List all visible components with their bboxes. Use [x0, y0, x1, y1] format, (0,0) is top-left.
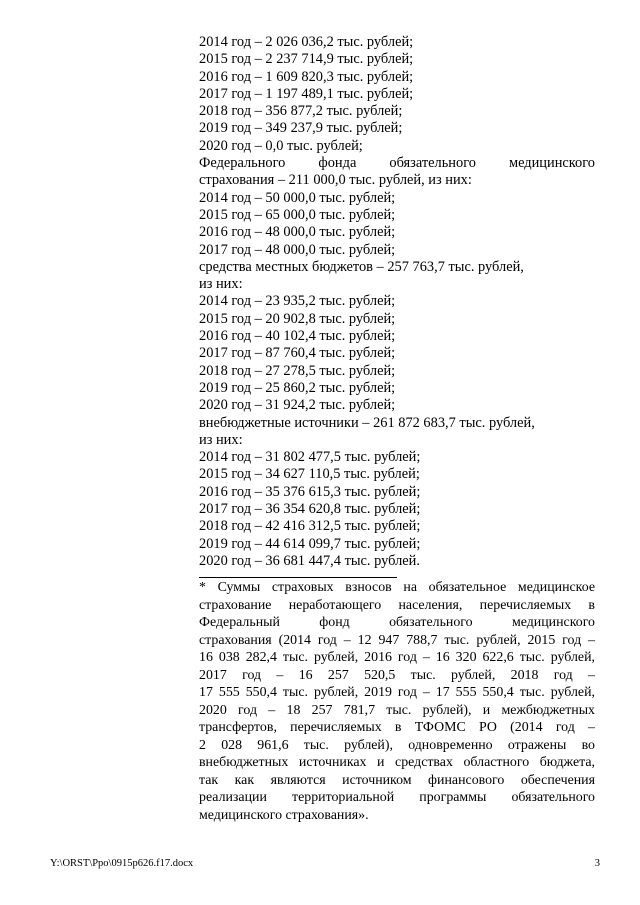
body-line: 2016 год – 1 609 820,3 тыс. рублей;: [199, 68, 414, 85]
body-line: 2015 год – 20 902,8 тыс. рублей;: [199, 310, 396, 327]
footnote-line: Федеральный фонд обязательного медицинского: [199, 615, 595, 630]
footnote-line: 2017 год – 16 257 520,5 тыс. рублей, 2018 год –: [199, 667, 595, 683]
footnote-line: 16 038 282,4 тыс. рублей, 2016 год – 16 320 622,6 тыс. рублей,: [199, 650, 595, 665]
body-line: 2016 год – 40 102,4 тыс. рублей;: [199, 328, 396, 345]
body-line: 2014 год – 50 000,0 тыс. рублей;: [199, 189, 396, 206]
body-line: 2016 год – 48 000,0 тыс. рублей;: [199, 224, 396, 241]
body-line: внебюджетные источники – 261 872 683,7 тыс. рублей,: [199, 414, 535, 431]
footnote-line: реализации территориальной программы обязательного: [199, 790, 595, 805]
body-line: 2020 год – 36 681 447,4 тыс. рублей.: [199, 552, 420, 569]
body-line: 2019 год – 349 237,9 тыс. рублей;: [199, 120, 403, 137]
body-line: 2020 год – 0,0 тыс. рублей;: [199, 137, 363, 154]
footnote-line: трансфертов, перечисляемых в ТФОМС РО (2014 год –: [199, 720, 595, 735]
body-line: 2018 год – 27 278,5 тыс. рублей;: [199, 362, 396, 379]
footnote-line: 2 028 961,6 тыс. рублей), одновременно отражены во: [199, 737, 595, 753]
footnote: [199, 579, 595, 824]
body-line: 2018 год – 42 416 312,5 тыс. рублей;: [199, 518, 421, 535]
body-line: 2015 год – 65 000,0 тыс. рублей;: [199, 206, 396, 223]
body-line: 2015 год – 2 237 714,9 тыс. рублей;: [199, 51, 414, 68]
body-line: 2019 год – 25 860,2 тыс. рублей;: [199, 379, 396, 396]
footnote-line: страхование неработающего населения, перечисляемых в: [199, 597, 595, 613]
footnote-line: страхования (2014 год – 12 947 788,7 тыс. рублей, 2015 год –: [199, 632, 595, 648]
footnote-line: 2020 год – 18 257 781,7 тыс. рублей), и межбюджетных: [199, 702, 595, 718]
document-body: [199, 34, 595, 570]
body-line: 2014 год – 23 935,2 тыс. рублей;: [199, 293, 396, 310]
body-line: Федерального фонда обязательного медицинского: [199, 155, 595, 172]
footnote-separator: [199, 577, 397, 578]
page-number: 3: [594, 858, 600, 869]
body-line: средства местных бюджетов – 257 763,7 тыс. рублей,: [199, 258, 524, 275]
footnote-line: так как являются источником финансового обеспечения: [199, 772, 595, 788]
footnote-line: * Суммы страховых взносов на обязательное медицинское: [199, 580, 595, 595]
body-line: 2015 год – 34 627 110,5 тыс. рублей;: [199, 466, 420, 483]
footnote-line: 17 555 550,4 тыс. рублей, 2019 год – 17 555 550,4 тыс. рублей,: [199, 685, 595, 700]
body-line: 2014 год – 2 026 036,2 тыс. рублей;: [199, 34, 414, 50]
body-line: 2017 год – 48 000,0 тыс. рублей;: [199, 241, 396, 258]
body-line: 2017 год – 1 197 489,1 тыс. рублей;: [199, 85, 414, 102]
body-line: из них:: [199, 276, 243, 293]
footer-file-path: Y:\ORST\Ppo\0915p626.f17.docx: [50, 858, 194, 869]
body-line: страхования – 211 000,0 тыс. рублей, из них:: [199, 172, 472, 189]
body-line: 2017 год – 87 760,4 тыс. рублей;: [199, 345, 396, 362]
body-line: из них:: [199, 431, 243, 448]
body-line: 2017 год – 36 354 620,8 тыс. рублей;: [199, 501, 421, 518]
body-line: 2016 год – 35 376 615,3 тыс. рублей;: [199, 483, 421, 500]
footnote-line: медицинского страхования».: [199, 807, 369, 823]
body-line: 2018 год – 356 877,2 тыс. рублей;: [199, 103, 403, 120]
footnote-line: внебюджетных источниках и средствах областного бюджета,: [199, 755, 595, 770]
body-line: 2020 год – 31 924,2 тыс. рублей;: [199, 397, 396, 414]
body-line: 2014 год – 31 802 477,5 тыс. рублей;: [199, 449, 421, 466]
body-line: 2019 год – 44 614 099,7 тыс. рублей;: [199, 535, 421, 552]
